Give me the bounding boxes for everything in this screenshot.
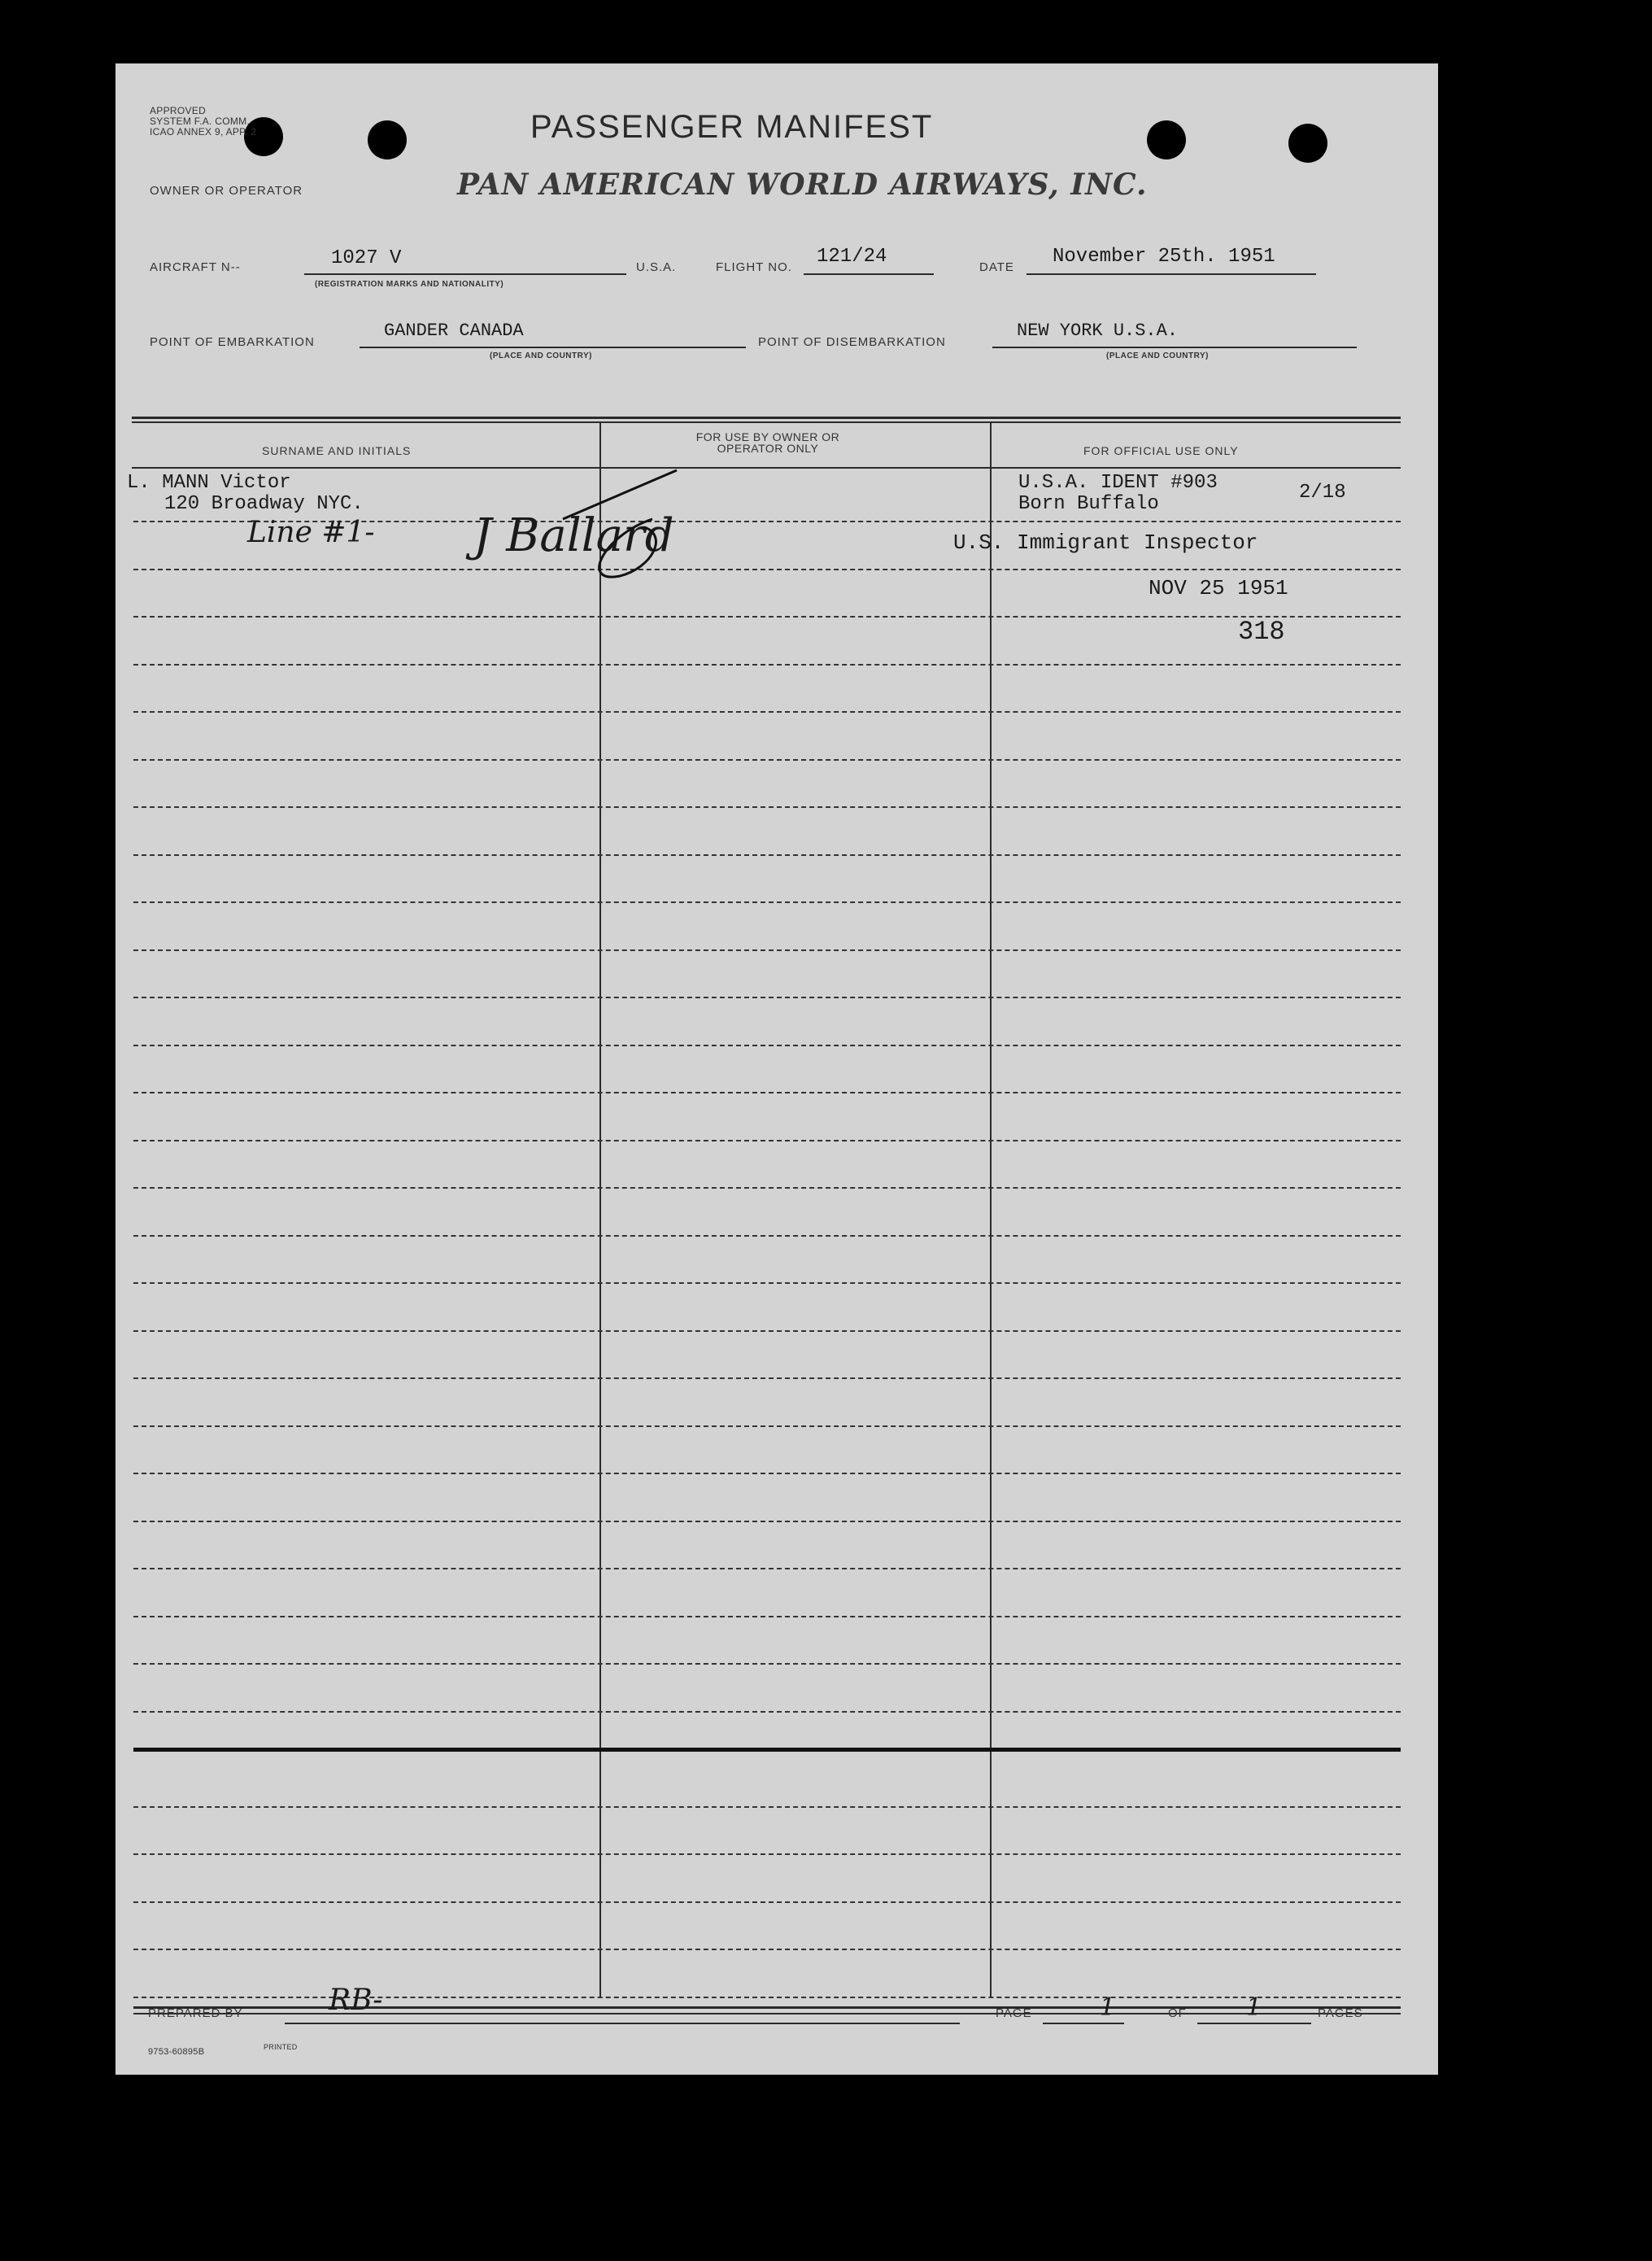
approval-line-3: ICAO ANNEX 9, APP. 2 (150, 126, 257, 137)
disembark-label: POINT OF DISEMBARKATION (758, 335, 946, 349)
ruled-line (133, 901, 1401, 903)
ruled-line (133, 616, 1401, 618)
embark-value: GANDER CANADA (384, 321, 524, 341)
ruled-line (133, 1187, 1401, 1189)
ruled-line (133, 1140, 1401, 1141)
approval-line-2: SYSTEM F.A. COMM. (150, 116, 251, 127)
ruled-line (133, 1997, 1401, 1998)
signature-stroke (555, 454, 815, 600)
prepared-value: RB- (329, 1984, 383, 2017)
pages-label: PAGES (1318, 2006, 1363, 2020)
ruled-line (133, 664, 1401, 666)
column-divider (990, 421, 992, 1998)
ruled-line (133, 1521, 1401, 1522)
column-divider (599, 421, 601, 1998)
owner-value: PAN AMERICAN WORLD AIRWAYS, INC. (457, 168, 1148, 202)
embark-label: POINT OF EMBARKATION (150, 335, 315, 349)
embark-sublabel: (PLACE AND COUNTRY) (490, 351, 592, 360)
inspector-title: U.S. Immigrant Inspector (953, 530, 1258, 555)
date-value: November 25th. 1951 (1053, 246, 1275, 268)
ruled-line (133, 1330, 1401, 1332)
aircraft-sublabel: (REGISTRATION MARKS AND NATIONALITY) (315, 280, 504, 289)
ruled-line (133, 997, 1401, 998)
ruled-line (133, 1568, 1401, 1569)
form-number: 9753-60895B (148, 2047, 205, 2057)
aircraft-label: AIRCRAFT N-- (150, 260, 241, 274)
punch-hole (1147, 120, 1186, 159)
aircraft-value: 1027 V (331, 247, 402, 269)
ruled-line (133, 1853, 1401, 1855)
ruled-line (133, 1949, 1401, 1950)
col-header-surname: SURNAME AND INITIALS (262, 444, 412, 457)
printed-mark: PRINTED (264, 2043, 298, 2051)
handwritten-line-note: Line #1- (247, 516, 375, 549)
disembark-sublabel: (PLACE AND COUNTRY) (1106, 351, 1209, 360)
owner-label: OWNER OR OPERATOR (150, 184, 303, 198)
prepared-label: PREPARED BY (148, 2006, 243, 2020)
stamp-date: NOV 25 1951 (1149, 576, 1288, 600)
ruled-line (133, 1711, 1401, 1713)
ruled-line (133, 1235, 1401, 1237)
ruled-line (133, 1616, 1401, 1617)
approval-line-1: APPROVED (150, 105, 207, 116)
usa-label: U.S.A. (636, 260, 677, 274)
ruled-line (133, 1377, 1401, 1379)
ruled-line (133, 949, 1401, 951)
ruled-line (133, 711, 1401, 713)
ruled-line (133, 1901, 1401, 1903)
punch-hole (1288, 124, 1327, 163)
passenger-name: L. MANN Victor (127, 472, 291, 494)
flight-label: FLIGHT NO. (716, 260, 792, 274)
ruled-line (133, 806, 1401, 808)
manifest-sheet (116, 63, 1438, 2075)
ruled-line (133, 1045, 1401, 1046)
ruled-line (133, 1663, 1401, 1665)
ruled-line (133, 1473, 1401, 1474)
official-ident: U.S.A. IDENT #903 (1018, 472, 1218, 494)
of-label: OF (1168, 2006, 1187, 2020)
ruled-line (133, 1806, 1401, 1808)
col-header-owner-use: FOR USE BY OWNER OR OPERATOR ONLY (695, 430, 840, 455)
date-label: DATE (979, 260, 1014, 274)
flight-value: 121/24 (817, 246, 887, 268)
ruled-line (133, 1425, 1401, 1427)
page-value: 1 (1100, 1993, 1116, 2022)
ruled-line (133, 1092, 1401, 1093)
inspector-signature: J Ballard (473, 509, 674, 562)
official-born: Born Buffalo (1018, 493, 1159, 515)
passenger-address: 120 Broadway NYC. (164, 493, 364, 515)
ruled-line (133, 854, 1401, 856)
col-header-official-use: FOR OFFICIAL USE ONLY (1083, 444, 1239, 457)
disembark-value: NEW YORK U.S.A. (1017, 321, 1179, 341)
of-value: 1 (1246, 1993, 1262, 2022)
ruled-line (133, 1282, 1401, 1284)
page-title: PASSENGER MANIFEST (530, 109, 934, 145)
punch-hole (368, 120, 407, 159)
official-fraction: 2/18 (1299, 482, 1346, 504)
ruled-line (133, 759, 1401, 761)
stamp-number: 318 (1238, 617, 1285, 647)
page-label: PAGE (996, 2006, 1032, 2020)
